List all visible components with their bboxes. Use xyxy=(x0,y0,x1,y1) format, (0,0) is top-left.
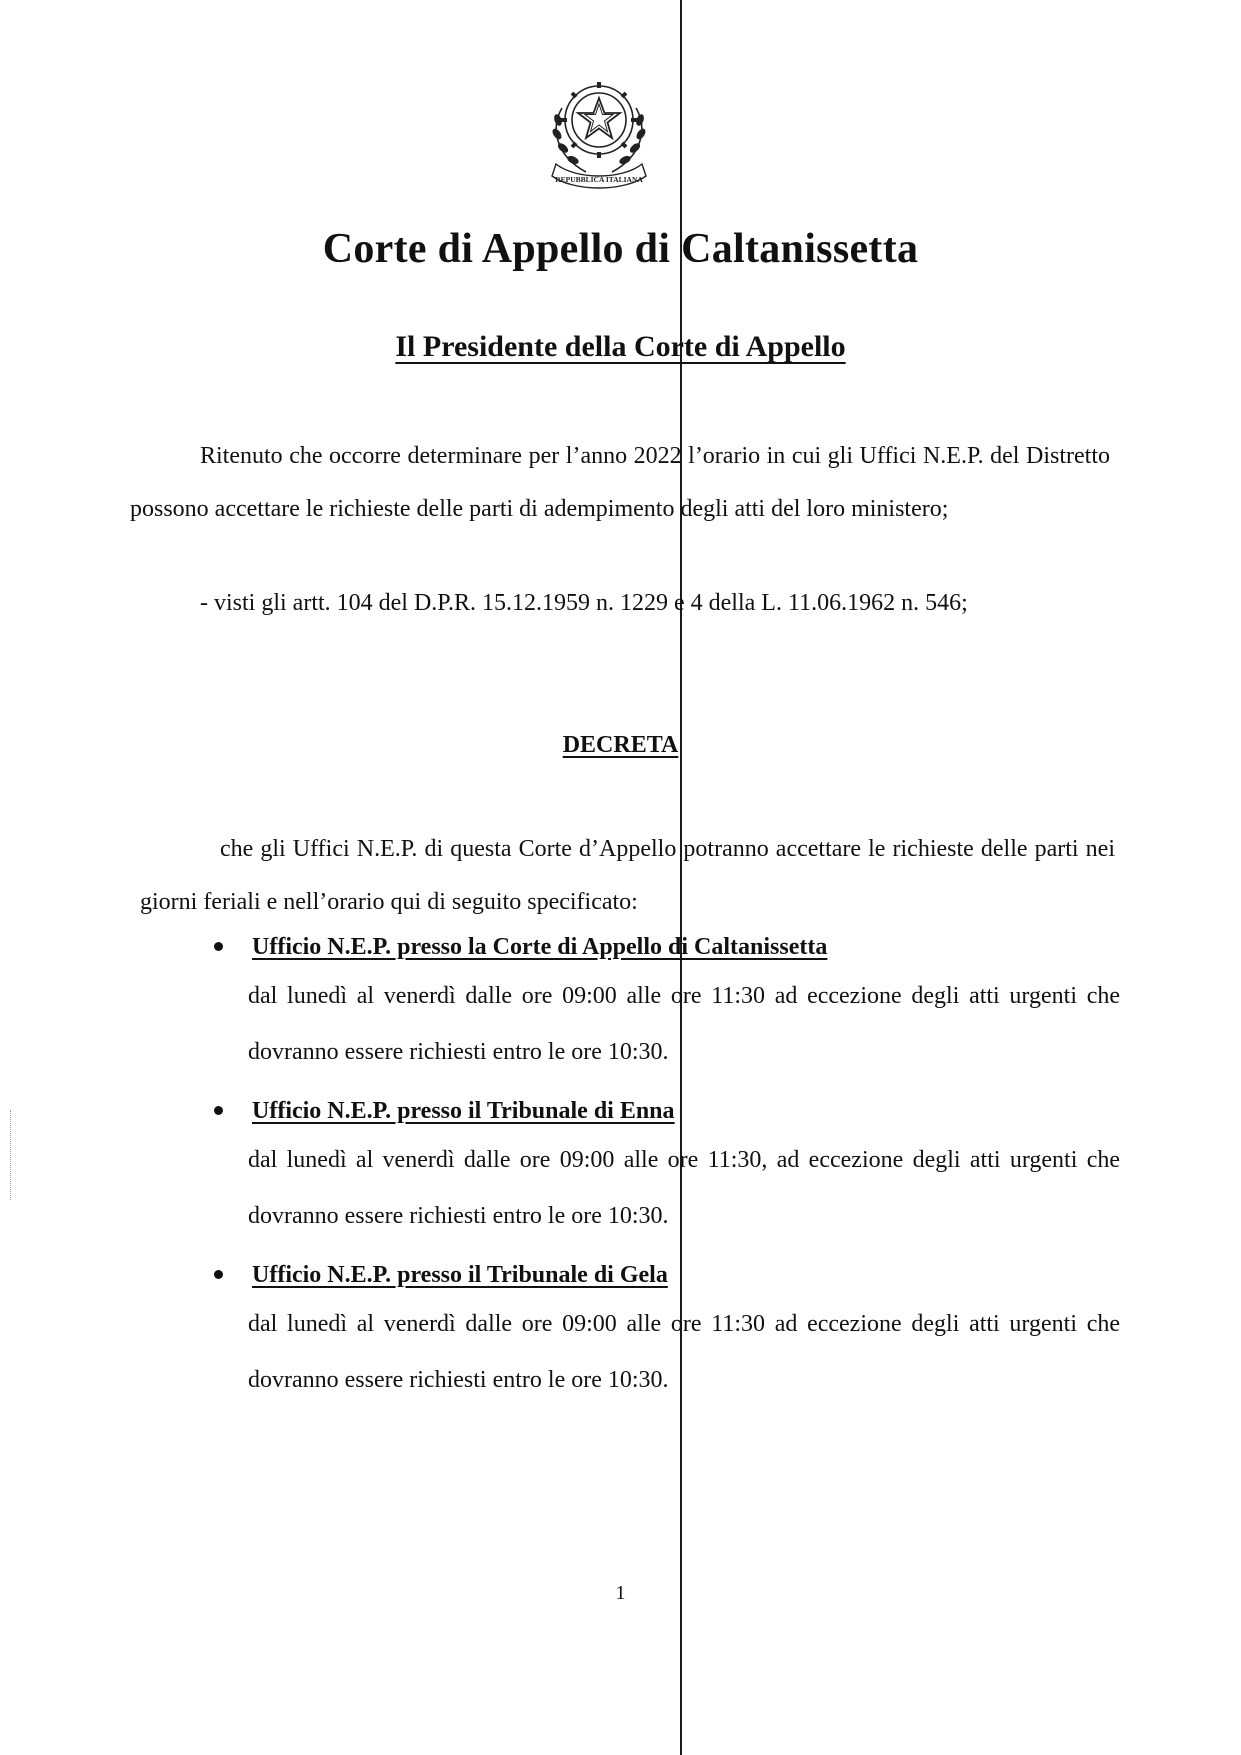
decree-heading-text: DECRETA xyxy=(562,732,679,758)
office-name: Ufficio N.E.P. presso il Tribunale di Enna xyxy=(252,1098,675,1124)
office-item-gela xyxy=(220,1258,1120,1408)
margin-scan-mark xyxy=(10,1110,12,1200)
office-name: Ufficio N.E.P. presso la Corte di Appello di Caltanissetta xyxy=(252,934,828,960)
bullet-icon xyxy=(214,1270,223,1279)
italian-republic-emblem xyxy=(542,68,656,198)
office-list xyxy=(220,930,1120,1422)
office-item-enna xyxy=(220,1094,1120,1244)
page-subtitle xyxy=(0,330,1241,364)
office-hours: dal lunedì al venerdì dalle ore 09:00 alle ore 11:30 ad eccezione degli atti urgenti che dovranno essere richiesti entro le ore 10:30. xyxy=(248,1311,1120,1393)
preamble-paragraph-1: Ritenuto che occorre determinare per l’anno 2022 l’orario in cui gli Uffici N.E.P. del Distretto possono accettare le richieste delle parti di adempimento degli atti del loro ministero; xyxy=(130,443,1110,522)
page-number: 1 xyxy=(615,1582,626,1604)
office-item-caltanissetta xyxy=(220,930,1120,1080)
office-hours: dal lunedì al venerdì dalle ore 09:00 alle ore 11:30, ad eccezione degli atti urgenti che dovranno essere richiesti entro le ore 10:30. xyxy=(248,1147,1120,1229)
subtitle-text: Il Presidente della Corte di Appello xyxy=(395,330,846,363)
page-title: Corte di Appello di Caltanissetta xyxy=(322,226,919,272)
decree-intro: che gli Uffici N.E.P. di questa Corte d’Appello potranno accettare le richieste delle parti nei giorni feriali e nell’orario qui di seguito specificato: xyxy=(140,836,1115,915)
office-name: Ufficio N.E.P. presso il Tribunale di Gela xyxy=(252,1262,668,1288)
bullet-icon xyxy=(214,1106,223,1115)
office-hours: dal lunedì al venerdì dalle ore 09:00 alle ore 11:30 ad eccezione degli atti urgenti che dovranno essere richiesti entro le ore 10:30. xyxy=(248,983,1120,1065)
emblem-motto: REPUBBLICA ITALIANA xyxy=(555,175,643,184)
preamble-paragraph-2: - visti gli artt. 104 del D.P.R. 15.12.1959 n. 1229 e 4 della L. 11.06.1962 n. 546; xyxy=(200,590,968,616)
bullet-icon xyxy=(214,942,223,951)
decree-heading xyxy=(0,732,1241,759)
